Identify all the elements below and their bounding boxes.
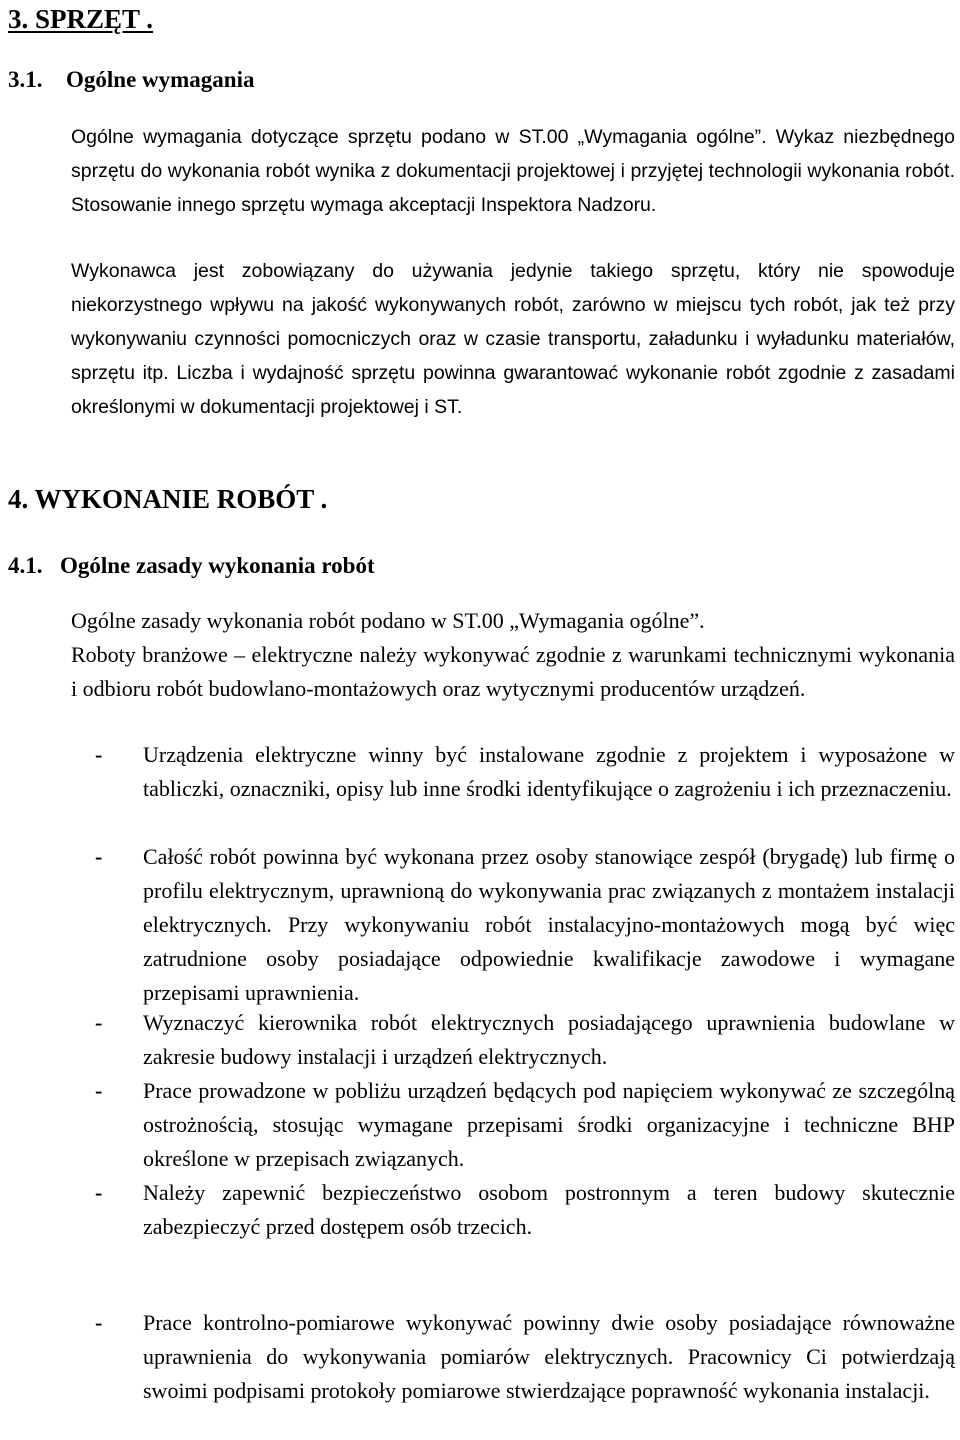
section-3-heading: 3. SPRZĘT . xyxy=(8,4,154,34)
subsection-4-1-heading xyxy=(8,554,375,577)
subsection-number: 3.1. xyxy=(8,67,43,92)
subsection-title: Ogólne wymagania xyxy=(66,67,255,92)
list-item xyxy=(95,738,955,806)
list-item-text: Należy zapewnić bezpieczeństwo osobom postronnym a teren budowy skutecznie zabezpieczyć przed dostępem osób trzecich. xyxy=(143,1180,955,1239)
list-item-text: Wyznaczyć kierownika robót elektrycznych posiadającego uprawnienia budowlane w zakresie budowy instalacji i urządzeń elektrycznych. xyxy=(143,1010,955,1069)
bullet-marker: - xyxy=(95,1180,103,1205)
list-item xyxy=(95,1306,955,1408)
bullet-marker: - xyxy=(95,742,103,767)
paragraph-equipment-requirements: Ogólne wymagania dotyczące sprzętu podano w ST.00 „Wymagania ogólne”. Wykaz niezbędnego sprzętu do wykonania robót wynika z dokumentacji projektowej i przyjętej technologii wykonania robót. Stosowanie innego sprzętu wymaga akceptacji Inspektora Nadzoru. xyxy=(71,126,955,216)
list-item xyxy=(95,1006,955,1074)
subsection-3-1-heading xyxy=(8,68,254,91)
bullet-marker: - xyxy=(95,844,103,869)
paragraph-electrical-works: Roboty branżowe – elektryczne należy wykonywać zgodnie z warunkami technicznymi wykonania i odbioru robót budowlano-montażowych oraz wytycznymi producentów urządzeń. xyxy=(71,642,955,701)
paragraph-contractor-obligations: Wykonawca jest zobowiązany do używania jedynie takiego sprzętu, który nie spowoduje niekorzystnego wpływu na jakość wykonywanych robót, zarówno w miejscu tych robót, jak też przy wykonywaniu czynności pomocniczych oraz w czasie transportu, załadunku i wyładunku materiałów, sprzętu itp. Liczba i wydajność sprzętu powinna gwarantować wykonanie robót zgodnie z zasadami określonymi w dokumentacji projektowej i ST. xyxy=(71,260,955,418)
list-item xyxy=(95,1176,955,1244)
paragraph-general-rules: Ogólne zasady wykonania robót podano w ST.00 „Wymagania ogólne”. xyxy=(71,608,705,633)
list-item-text: Urządzenia elektryczne winny być instalowane zgodnie z projektem i wyposażone w tabliczki, oznaczniki, opisy lub inne środki identyfikujące o zagrożeniu i ich przeznaczeniu. xyxy=(143,742,955,801)
bullet-marker: - xyxy=(95,1310,103,1335)
section-4-heading: 4. WYKONANIE ROBÓT . xyxy=(8,484,328,514)
list-item-text: Całość robót powinna być wykonana przez osoby stanowiące zespół (brygadę) lub firmę o profilu elektrycznym, uprawnioną do wykonywania prac związanych z montażem instalacji elektrycznych. Przy wykonywaniu robót instalacyjno-montażowych mogą być więc zatrudnione osoby posiadające odpowiednie kwalifikacje zawodowe i wymagane przepisami uprawnienia. xyxy=(143,844,955,1005)
subsection-number: 4.1. xyxy=(8,553,43,578)
bullet-marker: - xyxy=(95,1010,103,1035)
list-item xyxy=(95,840,955,1010)
list-item-text: Prace prowadzone w pobliżu urządzeń będących pod napięciem wykonywać ze szczególną ostrożnością, stosując wymagane przepisami środki organizacyjne i techniczne BHP określone w przepisach związanych. xyxy=(143,1078,955,1171)
list-item-text: Prace kontrolno-pomiarowe wykonywać powinny dwie osoby posiadające równoważne uprawnienia do wykonywania pomiarów elektrycznych. Pracownicy Ci potwierdzają swoimi podpisami protokoły pomiarowe stwierdzające poprawność wykonania instalacji. xyxy=(143,1310,955,1403)
list-item xyxy=(95,1074,955,1176)
subsection-title: Ogólne zasady wykonania robót xyxy=(60,553,375,578)
bullet-marker: - xyxy=(95,1078,103,1103)
